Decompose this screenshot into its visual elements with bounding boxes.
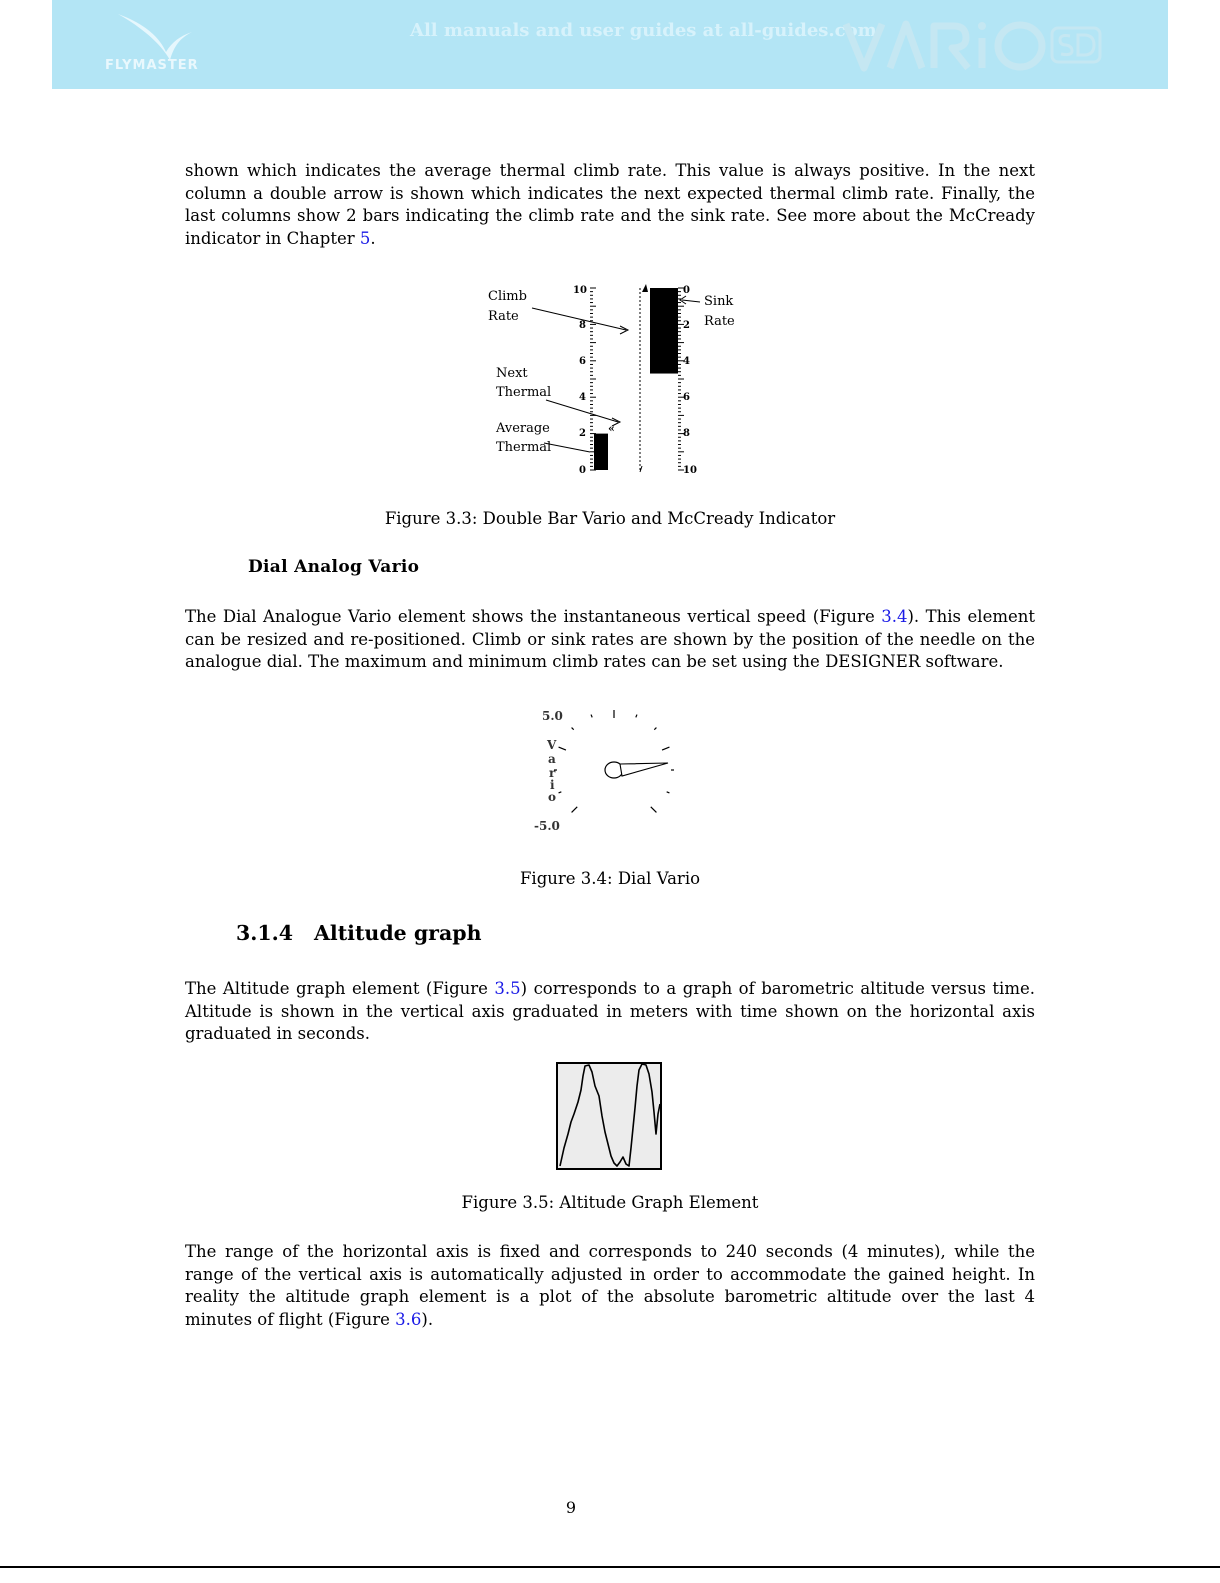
figure-3-3-caption: Figure 3.3: Double Bar Vario and McCready Indicator bbox=[384, 509, 836, 528]
watermark-text: All manuals and user guides at all-guides.com bbox=[410, 20, 877, 41]
dial-vertical-letter: i bbox=[550, 778, 555, 792]
left-scale-tick: 8 bbox=[579, 320, 586, 331]
dial-tick bbox=[572, 728, 574, 730]
dial-tick bbox=[636, 715, 637, 718]
svg-text:Thermal: Thermal bbox=[496, 440, 552, 455]
intro-paragraph: shown which indicates the average thermal climb rate. This value is always positive. In the next column a double arrow is shown which indicates the next expected thermal climb rate. Finally, the last columns show 2 bars indicating the climb rate and the sink rate. See more about the McCready indicator in Chapter 5. bbox=[185, 161, 1035, 248]
right-scale-tick: 2 bbox=[683, 320, 690, 331]
next-thermal-label: Next bbox=[496, 366, 528, 381]
dial-vertical-letter: r bbox=[549, 766, 556, 780]
dial-tick bbox=[662, 747, 669, 750]
dial-tick bbox=[572, 807, 578, 813]
sink-rate-pointer bbox=[682, 300, 700, 302]
average-thermal-label: Average bbox=[496, 421, 550, 436]
left-scale-tick: 6 bbox=[579, 356, 586, 367]
double-bar-vario-figure bbox=[484, 280, 746, 480]
figure-3-5-caption: Figure 3.5: Altitude Graph Element bbox=[461, 1193, 759, 1212]
dial-vertical-letter: a bbox=[548, 752, 556, 766]
dial-tick bbox=[651, 807, 657, 813]
dial-vertical-letter: o bbox=[548, 790, 557, 804]
svg-text:Thermal: Thermal bbox=[496, 385, 552, 400]
dial-vario-paragraph: The Dial Analogue Vario element shows the instantaneous vertical speed (Figure 3.4). This element can be resized and re-positioned. Climb or sink rates are shown by the position of the needle on the analogue dial. The maximum and minimum climb rates can be set using the DESIGNER software. bbox=[185, 607, 1035, 671]
left-scale-tick: 10 bbox=[573, 285, 587, 296]
right-scale-tick: 6 bbox=[683, 392, 690, 403]
dial-tick bbox=[559, 747, 566, 750]
right-scale-tick: 10 bbox=[683, 465, 697, 476]
right-scale-tick: 0 bbox=[683, 285, 690, 296]
next-thermal-double-arrow-icon: « bbox=[608, 422, 615, 435]
dial-analog-vario-heading: Dial Analog Vario bbox=[248, 557, 420, 577]
chapter-5-link[interactable]: 5 bbox=[359, 228, 371, 248]
dial-tick bbox=[667, 792, 670, 793]
next-thermal-pointer bbox=[546, 400, 618, 422]
dial-needle bbox=[605, 762, 668, 778]
dial-tick bbox=[654, 728, 656, 730]
vario-sd-logo bbox=[842, 18, 1104, 74]
figure-3-5-link[interactable]: 3.5 bbox=[494, 979, 521, 998]
arrow-icon bbox=[642, 284, 648, 292]
figure-3-6-link[interactable]: 3.6 bbox=[395, 1309, 422, 1329]
left-scale-tick: 0 bbox=[579, 465, 586, 476]
dial-max-label: 5.0 bbox=[542, 709, 563, 723]
flymaster-wordmark: FLYMASTER bbox=[105, 58, 199, 73]
closing-paragraph: The range of the horizontal axis is fixed and corresponds to 240 seconds (4 minutes), while the range of the vertical axis is automatically adjusted in order to accommodate the gained height. In reality the altitude graph element is a plot of the absolute barometric altitude over the last 4 minutes of flight (Figure 3.6). bbox=[185, 1242, 1035, 1329]
svg-text:Rate: Rate bbox=[488, 309, 519, 324]
dial-vario-figure bbox=[530, 693, 700, 843]
right-scale-tick: 4 bbox=[683, 356, 690, 367]
climb-rate-label: Climb bbox=[488, 289, 527, 304]
average-thermal-bar bbox=[594, 434, 608, 470]
altitude-graph-paragraph: The Altitude graph element (Figure 3.5) corresponds to a graph of barometric altitude versus time. Altitude is shown in the vertical axis graduated in meters with time shown on the horizontal axis graduated in seconds. bbox=[185, 979, 1035, 1043]
page-number: 9 bbox=[565, 1498, 577, 1517]
left-scale-tick: 4 bbox=[579, 392, 586, 403]
altitude-graph-figure bbox=[556, 1062, 664, 1172]
altitude-graph-section-heading bbox=[236, 921, 482, 945]
dial-vertical-letter: V bbox=[547, 738, 557, 752]
left-scale-tick: 2 bbox=[579, 428, 586, 439]
dial-tick bbox=[591, 715, 592, 718]
svg-text:Rate: Rate bbox=[704, 314, 735, 329]
section-title: Altitude graph bbox=[314, 921, 482, 945]
dial-tick bbox=[559, 792, 562, 793]
right-scale-tick: 8 bbox=[683, 428, 690, 439]
sink-rate-label: Sink bbox=[704, 294, 734, 309]
footer-rule bbox=[0, 1566, 1220, 1568]
sink-rate-bar bbox=[650, 288, 678, 374]
dial-min-label: -5.0 bbox=[534, 819, 560, 833]
section-number: 3.1.4 bbox=[236, 921, 294, 945]
figure-3-4-caption: Figure 3.4: Dial Vario bbox=[519, 869, 701, 888]
figure-3-4-link[interactable]: 3.4 bbox=[881, 607, 908, 626]
